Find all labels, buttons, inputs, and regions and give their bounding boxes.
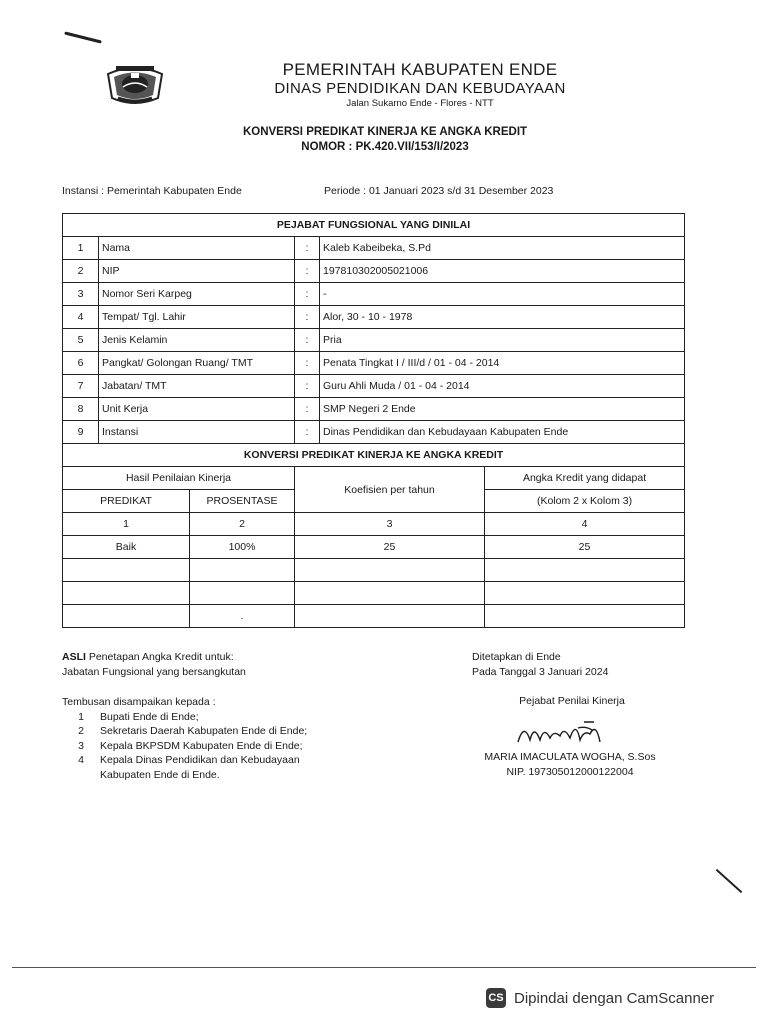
angka-value: 25 (485, 536, 685, 559)
row-number: 9 (63, 421, 99, 444)
row-number: 7 (63, 375, 99, 398)
row-number: 2 (63, 260, 99, 283)
field-label: Jenis Kelamin (99, 329, 295, 352)
table-row (63, 421, 685, 444)
formula-header: (Kolom 2 x Kolom 3) (485, 490, 685, 513)
table-row (63, 398, 685, 421)
table-row (63, 329, 685, 352)
prosentase-header: PROSENTASE (190, 490, 295, 513)
assessment-table (62, 213, 685, 628)
government-name: PEMERINTAH KABUPATEN ENDE (282, 60, 558, 79)
list-item: 4 Kepala Dinas Pendidikan dan Kebudayaan (78, 754, 300, 766)
column-number: 4 (485, 513, 685, 536)
field-label: Tempat/ Tgl. Lahir (99, 306, 295, 329)
signature-icon (514, 712, 624, 752)
field-value: Alor, 30 - 10 - 1978 (320, 306, 685, 329)
issued-block (472, 650, 608, 680)
separator: : (295, 352, 320, 375)
officer-section-title: PEJABAT FUNGSIONAL YANG DINILAI (63, 214, 685, 237)
camscanner-watermark (486, 988, 714, 1008)
carbon-copy-title: Tembusan disampaikan kepada : (62, 696, 216, 708)
row-number: 6 (63, 352, 99, 375)
prosentase-value: 100% (190, 536, 295, 559)
signer-block (460, 750, 680, 779)
department-name: DINAS PENDIDIKAN DAN KEBUDAYAAN (274, 80, 566, 97)
field-label: Nama (99, 237, 295, 260)
table-row (63, 306, 685, 329)
asli-label: ASLI (62, 651, 86, 663)
hasil-header: Hasil Penilaian Kinerja (63, 467, 295, 490)
field-label: Jabatan/ TMT (99, 375, 295, 398)
field-value: SMP Negeri 2 Ende (320, 398, 685, 421)
separator: : (295, 398, 320, 421)
periode-line: Periode : 01 Januari 2023 s/d 31 Desember 2023 (324, 185, 554, 197)
table-row (63, 237, 685, 260)
document-number: NOMOR : PK.420.VII/153/I/2023 (301, 141, 469, 153)
table-row (63, 260, 685, 283)
table-row (63, 559, 685, 582)
field-value: 197810302005021006 (320, 260, 685, 283)
column-number: 2 (190, 513, 295, 536)
asli-note (62, 650, 246, 680)
signer-name: MARIA IMACULATA WOGHA, S.Sos (484, 751, 656, 763)
predikat-header: PREDIKAT (63, 490, 190, 513)
assessor-title: Pejabat Penilai Kinerja (519, 695, 625, 707)
row-number: 3 (63, 283, 99, 306)
koefisien-header: Koefisien per tahun (295, 467, 485, 513)
koefisien-value: 25 (295, 536, 485, 559)
separator: : (295, 375, 320, 398)
list-item: Kabupaten Ende di Ende. (100, 768, 220, 781)
field-value: Kaleb Kabeibeka, S.Pd (320, 237, 685, 260)
field-value: Guru Ahli Muda / 01 - 04 - 2014 (320, 375, 685, 398)
field-value: Dinas Pendidikan dan Kebudayaan Kabupaten Ende (320, 421, 685, 444)
signer-nip: NIP. 197305012000122004 (506, 765, 634, 778)
table-row (63, 605, 685, 628)
angka-header: Angka Kredit yang didapat (485, 467, 685, 490)
table-row (63, 352, 685, 375)
asli-text-line2: Jabatan Fungsional yang bersangkutan (62, 666, 246, 678)
field-value: Pria (320, 329, 685, 352)
table-row (63, 536, 685, 559)
column-number: 1 (63, 513, 190, 536)
field-label: Unit Kerja (99, 398, 295, 421)
department-address: Jalan Sukarno Ende - Flores - NTT (346, 98, 494, 109)
regency-emblem-icon (104, 60, 166, 108)
separator: : (295, 329, 320, 352)
row-number: 8 (63, 398, 99, 421)
separator: : (295, 237, 320, 260)
list-item: 3 Kepala BKPSDM Kabupaten Ende di Ende; (78, 739, 303, 752)
table-row (63, 375, 685, 398)
separator: : (295, 283, 320, 306)
field-value: - (320, 283, 685, 306)
column-number: 3 (295, 513, 485, 536)
field-label: Nomor Seri Karpeg (99, 283, 295, 306)
separator: : (295, 306, 320, 329)
stray-mark: . (190, 605, 295, 628)
camscanner-logo-icon: CS (486, 988, 506, 1008)
field-label: Instansi (99, 421, 295, 444)
carbon-copy-list (62, 695, 307, 782)
document-title: KONVERSI PREDIKAT KINERJA KE ANGKA KREDIT (242, 126, 528, 138)
asli-text: Penetapan Angka Kredit untuk: (85, 651, 234, 663)
predikat-value: Baik (63, 536, 190, 559)
separator: : (295, 421, 320, 444)
row-number: 1 (63, 237, 99, 260)
issued-date: Pada Tanggal 3 Januari 2024 (472, 666, 609, 678)
list-item: 2 Sekretaris Daerah Kabupaten Ende di Ende; (78, 725, 308, 737)
table-row (63, 582, 685, 605)
camscanner-text: Dipindai dengan CamScanner (514, 989, 715, 1007)
row-number: 5 (63, 329, 99, 352)
instansi-line: Instansi : Pemerintah Kabupaten Ende (62, 185, 242, 197)
conversion-section-title: KONVERSI PREDIKAT KINERJA KE ANGKA KREDIT (63, 444, 685, 467)
separator: : (295, 260, 320, 283)
field-value: Penata Tingkat I / III/d / 01 - 04 - 2014 (320, 352, 685, 375)
issued-place: Ditetapkan di Ende (472, 651, 561, 663)
footer-divider (12, 967, 756, 968)
scan-mark (716, 869, 743, 893)
field-label: NIP (99, 260, 295, 283)
list-item: 1 Bupati Ende di Ende; (78, 710, 199, 723)
field-label: Pangkat/ Golongan Ruang/ TMT (99, 352, 295, 375)
table-row (63, 283, 685, 306)
scan-mark (64, 31, 102, 43)
row-number: 4 (63, 306, 99, 329)
